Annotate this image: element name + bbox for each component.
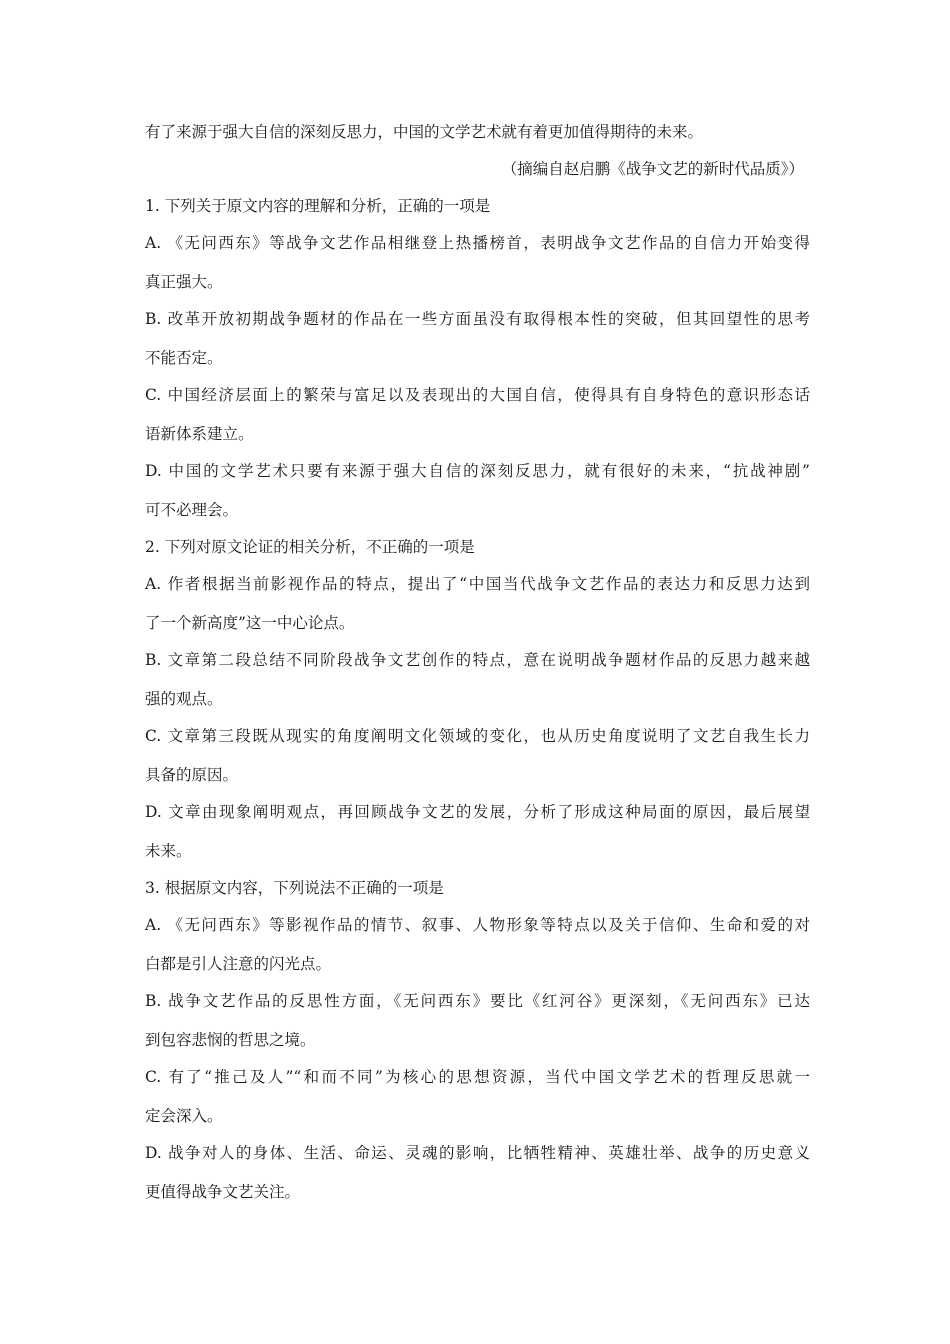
option-text-cont: 语新体系建立。 bbox=[145, 425, 254, 443]
option-text: A. 《无问西东》等战争文艺作品相继登上热播榜首，表明战争文艺作品的自信力开始变得 bbox=[145, 234, 810, 252]
document-page bbox=[145, 122, 810, 1219]
option-b bbox=[145, 650, 810, 726]
option-c bbox=[145, 385, 810, 461]
question-2 bbox=[145, 537, 810, 878]
option-text-cont: 了一个新高度”这一中心论点。 bbox=[145, 614, 355, 632]
question-stem: 1. 下列关于原文内容的理解和分析，正确的一项是 bbox=[145, 197, 491, 215]
option-text: D. 战争对人的身体、生活、命运、灵魂的影响，比牺牲精神、英雄壮举、战争的历史意义 bbox=[145, 1144, 810, 1162]
option-text-cont: 定会深入。 bbox=[145, 1107, 223, 1125]
option-a bbox=[145, 915, 810, 991]
question-1 bbox=[145, 196, 810, 537]
option-text-cont: 具备的原因。 bbox=[145, 766, 239, 784]
option-text: B. 改革开放初期战争题材的作品在一些方面虽没有取得根本性的突破，但其回望性的思考 bbox=[145, 310, 810, 328]
option-b bbox=[145, 309, 810, 385]
option-text: C. 有了“推己及人”“和而不同”为核心的思想资源，当代中国文学艺术的哲理反思就一 bbox=[145, 1068, 810, 1086]
question-stem: 3. 根据原文内容，下列说法不正确的一项是 bbox=[145, 879, 444, 897]
option-text-cont: 可不必理会。 bbox=[145, 501, 239, 519]
option-text-cont: 真正强大。 bbox=[145, 273, 223, 291]
option-text: C. 中国经济层面上的繁荣与富足以及表现出的大国自信，使得具有自身特色的意识形态话 bbox=[145, 386, 810, 404]
option-text-cont: 未来。 bbox=[145, 842, 192, 860]
option-d bbox=[145, 1143, 810, 1219]
option-text: D. 中国的文学艺术只要有来源于强大自信的深刻反思力，就有很好的未来，“抗战神剧” bbox=[145, 462, 810, 480]
option-a bbox=[145, 574, 810, 650]
option-text: D. 文章由现象阐明观点，再回顾战争文艺的发展，分析了形成这种局面的原因，最后展望 bbox=[145, 803, 810, 821]
option-text: C. 文章第三段既从现实的角度阐明文化领域的变化，也从历史角度说明了文艺自我生长力 bbox=[145, 727, 810, 745]
intro-paragraph: 有了来源于强大自信的深刻反思力，中国的文学艺术就有着更加值得期待的未来。 bbox=[145, 123, 704, 141]
option-c bbox=[145, 726, 810, 802]
option-text: B. 文章第二段总结不同阶段战争文艺创作的特点，意在说明战争题材作品的反思力越来越 bbox=[145, 651, 810, 669]
option-text-cont: 不能否定。 bbox=[145, 349, 223, 367]
option-b bbox=[145, 991, 810, 1067]
option-text-cont: 白都是引人注意的闪光点。 bbox=[145, 955, 332, 973]
question-stem: 2. 下列对原文论证的相关分析，不正确的一项是 bbox=[145, 538, 475, 556]
option-text: B. 战争文艺作品的反思性方面，《无问西东》要比《红河谷》更深刻，《无问西东》已达 bbox=[145, 992, 810, 1010]
option-text-cont: 强的观点。 bbox=[145, 690, 223, 708]
option-text: A. 作者根据当前影视作品的特点，提出了“中国当代战争文艺作品的表达力和反思力达到 bbox=[145, 575, 810, 593]
option-a bbox=[145, 233, 810, 309]
source-citation: （摘编自赵启鹏《战争文艺的新时代品质》） bbox=[501, 160, 804, 178]
option-text: A. 《无问西东》等影视作品的情节、叙事、人物形象等特点以及关于信仰、生命和爱的对 bbox=[145, 916, 810, 934]
option-d bbox=[145, 802, 810, 878]
option-d bbox=[145, 461, 810, 537]
option-text-cont: 到包容悲悯的哲思之境。 bbox=[145, 1031, 316, 1049]
option-c bbox=[145, 1067, 810, 1143]
option-text-cont: 更值得战争文艺关注。 bbox=[145, 1183, 301, 1201]
question-3 bbox=[145, 878, 810, 1219]
